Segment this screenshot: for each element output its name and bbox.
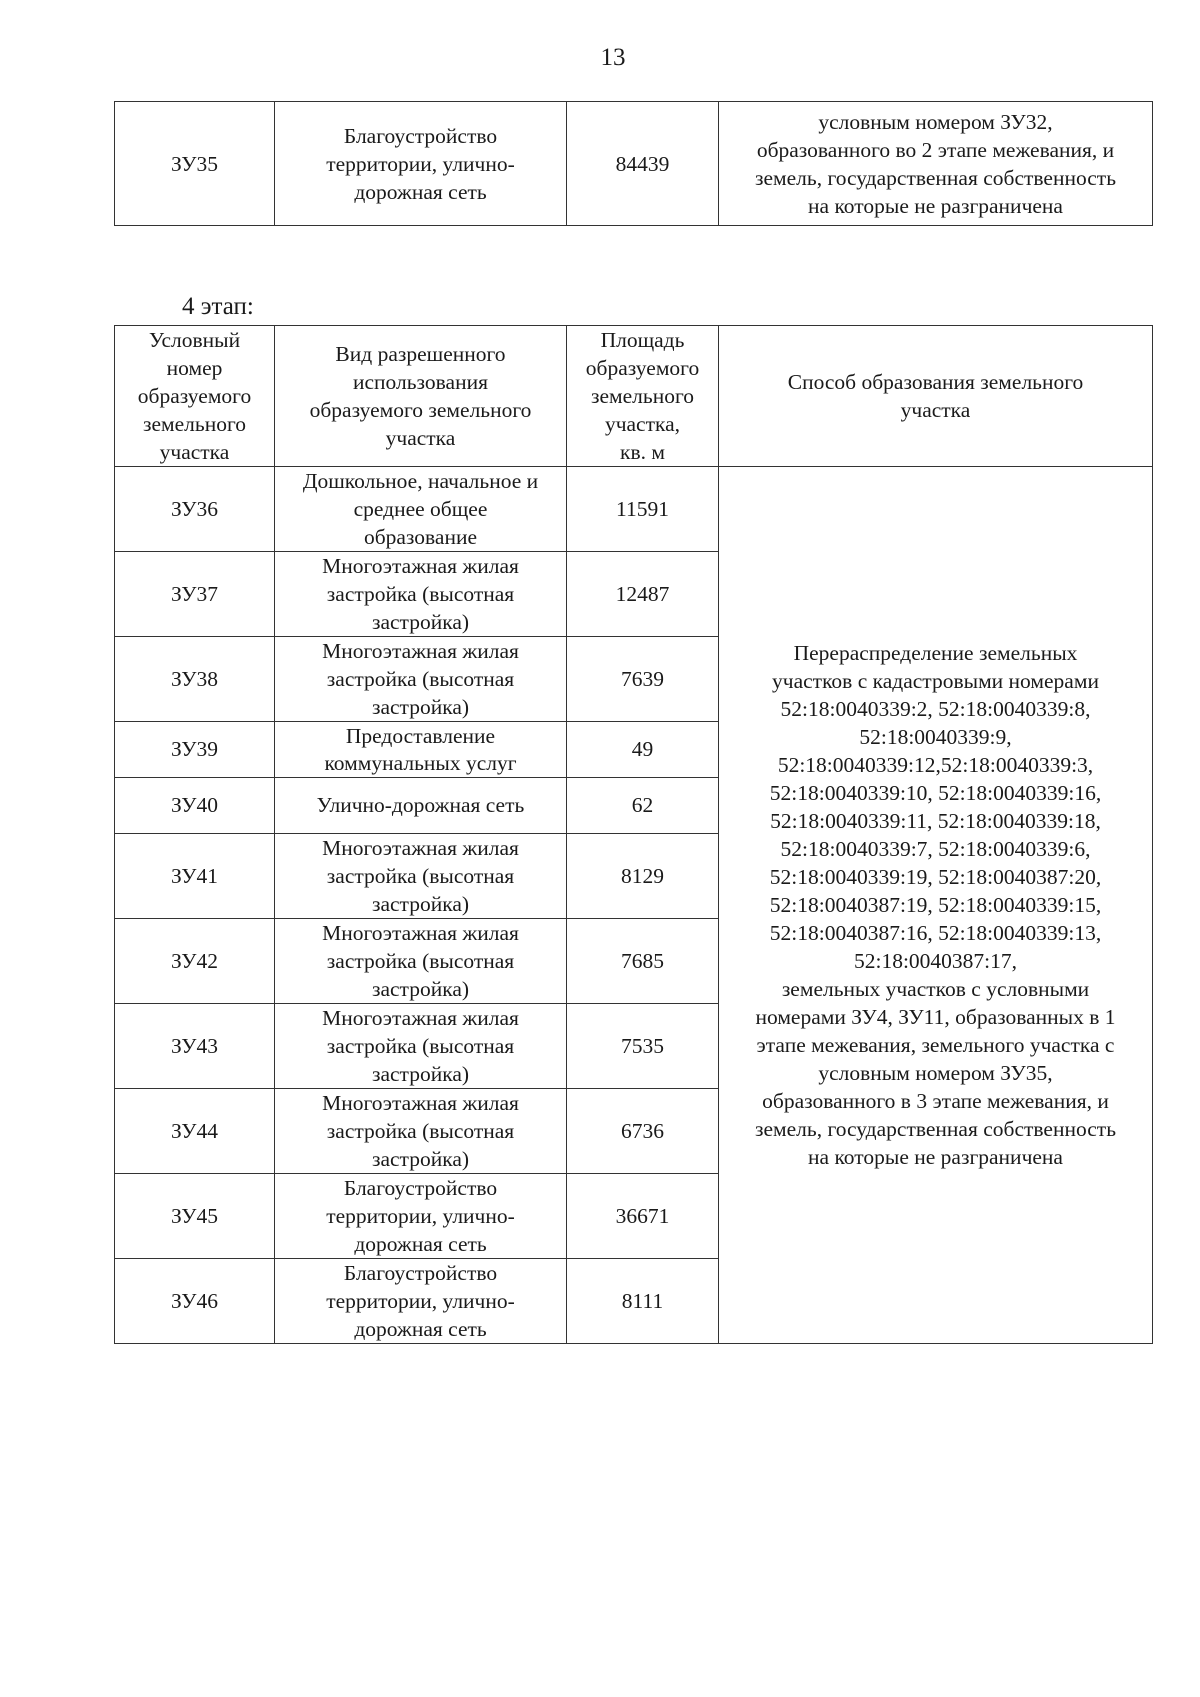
permitted-use-cell: Дошкольное, начальное и среднее общее образование: [275, 467, 567, 552]
area-cell: 8111: [567, 1259, 719, 1344]
plot-id-cell: ЗУ35: [115, 102, 275, 226]
permitted-use-cell: Благоустройство территории, улично- дорожная сеть: [275, 1174, 567, 1259]
area-cell: 62: [567, 778, 719, 834]
table-header-row: [115, 326, 1153, 467]
header-formation-method: Способ образования земельного участка: [719, 326, 1153, 467]
plot-id-cell: ЗУ40: [115, 778, 275, 834]
permitted-use-cell: Благоустройство территории, улично- дорожная сеть: [275, 102, 567, 226]
page-number: 13: [600, 44, 626, 71]
plot-id-cell: ЗУ39: [115, 722, 275, 778]
plot-id-cell: ЗУ36: [115, 467, 275, 552]
header-permitted-use: Вид разрешенного использования образуемого земельного участка: [275, 326, 567, 467]
permitted-use-cell: Многоэтажная жилая застройка (высотная застройка): [275, 919, 567, 1004]
area-cell: 12487: [567, 552, 719, 637]
permitted-use-cell: Многоэтажная жилая застройка (высотная застройка): [275, 637, 567, 722]
continued-table: [114, 101, 1153, 226]
permitted-use-cell: Многоэтажная жилая застройка (высотная застройка): [275, 552, 567, 637]
formation-method-cell: условным номером ЗУ32, образованного во 2 этапе межевания, и земель, государственная собственность на которые не разграничена: [719, 102, 1153, 226]
table-row: [115, 102, 1153, 226]
area-cell: 7685: [567, 919, 719, 1004]
header-plot-id: Условный номер образуемого земельного участка: [115, 326, 275, 467]
permitted-use-cell: Предоставление коммунальных услуг: [275, 722, 567, 778]
plot-id-cell: ЗУ46: [115, 1259, 275, 1344]
permitted-use-cell: Многоэтажная жилая застройка (высотная застройка): [275, 1004, 567, 1089]
plot-id-cell: ЗУ37: [115, 552, 275, 637]
stage4-table: [114, 325, 1153, 1344]
permitted-use-cell: Многоэтажная жилая застройка (высотная застройка): [275, 1089, 567, 1174]
header-area: Площадь образуемого земельного участка, кв. м: [567, 326, 719, 467]
plot-id-cell: ЗУ43: [115, 1004, 275, 1089]
area-cell: 49: [567, 722, 719, 778]
permitted-use-cell: Улично-дорожная сеть: [275, 778, 567, 834]
area-cell: 7535: [567, 1004, 719, 1089]
permitted-use-cell: Многоэтажная жилая застройка (высотная застройка): [275, 834, 567, 919]
area-cell: 6736: [567, 1089, 719, 1174]
area-cell: 8129: [567, 834, 719, 919]
area-cell: 11591: [567, 467, 719, 552]
plot-id-cell: ЗУ45: [115, 1174, 275, 1259]
plot-id-cell: ЗУ41: [115, 834, 275, 919]
plot-id-cell: ЗУ44: [115, 1089, 275, 1174]
plot-id-cell: ЗУ42: [115, 919, 275, 1004]
area-cell: 84439: [567, 102, 719, 226]
plot-id-cell: ЗУ38: [115, 637, 275, 722]
permitted-use-cell: Благоустройство территории, улично- дорожная сеть: [275, 1259, 567, 1344]
area-cell: 7639: [567, 637, 719, 722]
area-cell: 36671: [567, 1174, 719, 1259]
formation-method-cell: Перераспределение земельных участков с кадастровыми номерами 52:18:0040339:2, 52:18:0040339:8, 52:18:0040339:9, 52:18:0040339:12,52:18:0040339:3, 52:18:0040339:10, 52:18:0040339:16, 52:18:0040339:11, 52:18:0040339:18, 52:18:0040339:7, 52:18:0040339:6, 52:18:0040339:19, 52:18:0040387:20, 52:18:0040387:19, 52:18:0040339:15, 52:18:0040387:16, 52:18:0040339:13, 52:18:0040387:17, земельных участков с условными номерами ЗУ4, ЗУ11, образованных в 1 этапе межевания, земельного участка с условным номером ЗУ35, образованного в 3 этапе межевания, и земель, государственная собственность на которые не разграничена: [719, 467, 1153, 1344]
table-row: [115, 467, 1153, 552]
stage-heading: 4 этап:: [182, 293, 254, 320]
